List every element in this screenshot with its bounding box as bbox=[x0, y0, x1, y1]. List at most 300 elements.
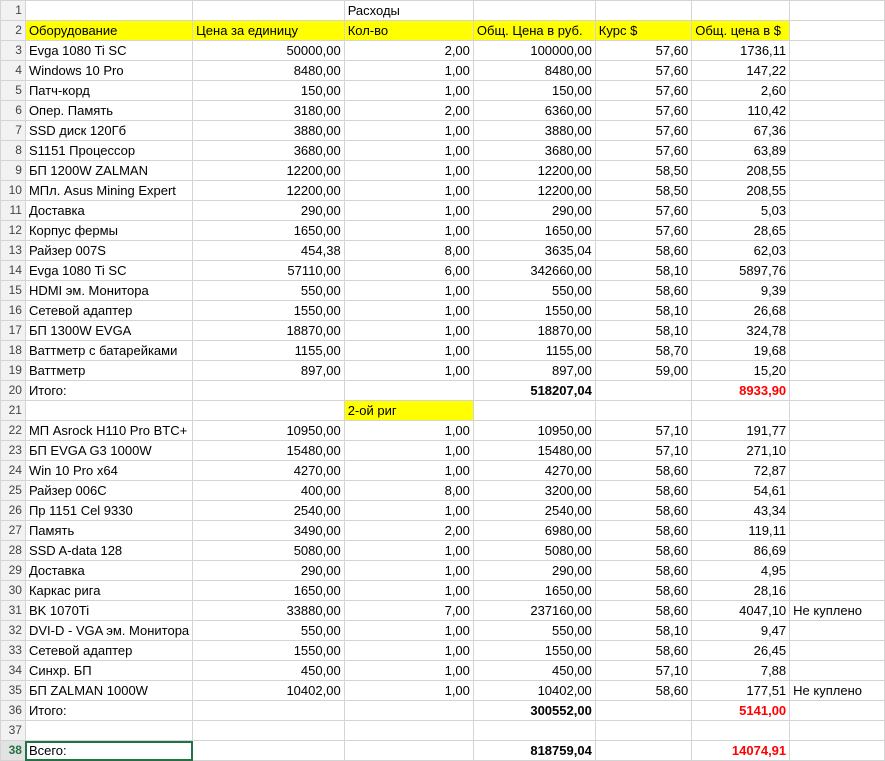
cell-rate-usd[interactable]: 58,60 bbox=[595, 601, 691, 621]
cell-rate-usd[interactable]: 58,60 bbox=[595, 501, 691, 521]
row-header[interactable]: 18 bbox=[1, 341, 26, 361]
cell-total-usd[interactable]: 26,68 bbox=[692, 301, 790, 321]
cell-equipment[interactable]: Патч-корд bbox=[25, 81, 192, 101]
cell-qty[interactable]: 1,00 bbox=[344, 461, 473, 481]
cell-qty[interactable]: 2-ой риг bbox=[344, 401, 473, 421]
cell-total-usd[interactable]: 147,22 bbox=[692, 61, 790, 81]
cell-rate-usd[interactable]: 58,10 bbox=[595, 261, 691, 281]
cell-total-rub[interactable]: 1650,00 bbox=[473, 581, 595, 601]
cell-total-usd[interactable]: 5897,76 bbox=[692, 261, 790, 281]
cell-note[interactable] bbox=[790, 41, 885, 61]
cell-total-rub[interactable]: 3635,04 bbox=[473, 241, 595, 261]
cell-unit-price[interactable]: 1155,00 bbox=[193, 341, 345, 361]
cell-note[interactable] bbox=[790, 21, 885, 41]
cell-total-rub[interactable]: 1155,00 bbox=[473, 341, 595, 361]
cell-total-rub[interactable]: Общ. Цена в руб. bbox=[473, 21, 595, 41]
cell-total-usd[interactable]: 43,34 bbox=[692, 501, 790, 521]
cell-rate-usd[interactable]: 57,60 bbox=[595, 81, 691, 101]
row-header[interactable]: 23 bbox=[1, 441, 26, 461]
cell-equipment[interactable]: Сетевой адаптер bbox=[25, 641, 192, 661]
row-header[interactable]: 4 bbox=[1, 61, 26, 81]
cell-total-usd[interactable]: 86,69 bbox=[692, 541, 790, 561]
cell-note[interactable] bbox=[790, 521, 885, 541]
cell-rate-usd[interactable] bbox=[595, 381, 691, 401]
cell-qty[interactable]: 1,00 bbox=[344, 541, 473, 561]
cell-note[interactable] bbox=[790, 581, 885, 601]
cell-equipment[interactable]: Каркас рига bbox=[25, 581, 192, 601]
cell-rate-usd[interactable]: 58,10 bbox=[595, 621, 691, 641]
cell-total-usd[interactable]: Общ. цена в $ bbox=[692, 21, 790, 41]
cell-total-usd[interactable]: 2,60 bbox=[692, 81, 790, 101]
row-header[interactable]: 15 bbox=[1, 281, 26, 301]
cell-note[interactable]: Не куплено bbox=[790, 601, 885, 621]
row-header[interactable]: 13 bbox=[1, 241, 26, 261]
row-header[interactable]: 7 bbox=[1, 121, 26, 141]
cell-qty[interactable]: 1,00 bbox=[344, 301, 473, 321]
cell-total-usd[interactable]: 110,42 bbox=[692, 101, 790, 121]
cell-qty[interactable]: 1,00 bbox=[344, 561, 473, 581]
cell-rate-usd[interactable]: 58,60 bbox=[595, 481, 691, 501]
cell-unit-price[interactable]: 15480,00 bbox=[193, 441, 345, 461]
cell-total-rub[interactable]: 4270,00 bbox=[473, 461, 595, 481]
cell-equipment[interactable] bbox=[25, 1, 192, 21]
cell-unit-price[interactable] bbox=[193, 1, 345, 21]
cell-rate-usd[interactable]: 59,00 bbox=[595, 361, 691, 381]
row-header[interactable]: 16 bbox=[1, 301, 26, 321]
cell-total-rub[interactable]: 150,00 bbox=[473, 81, 595, 101]
cell-note[interactable] bbox=[790, 181, 885, 201]
cell-rate-usd[interactable]: 58,60 bbox=[595, 541, 691, 561]
row-header[interactable]: 28 bbox=[1, 541, 26, 561]
cell-unit-price[interactable] bbox=[193, 381, 345, 401]
row-header[interactable]: 36 bbox=[1, 701, 26, 721]
cell-note[interactable] bbox=[790, 721, 885, 741]
cell-rate-usd[interactable]: 58,60 bbox=[595, 681, 691, 701]
cell-total-rub[interactable]: 3880,00 bbox=[473, 121, 595, 141]
cell-note[interactable] bbox=[790, 561, 885, 581]
cell-unit-price[interactable]: 2540,00 bbox=[193, 501, 345, 521]
cell-equipment[interactable]: Пр 1151 Cel 9330 bbox=[25, 501, 192, 521]
cell-note[interactable] bbox=[790, 161, 885, 181]
cell-qty[interactable]: 1,00 bbox=[344, 181, 473, 201]
cell-total-usd[interactable]: 72,87 bbox=[692, 461, 790, 481]
row-header[interactable]: 20 bbox=[1, 381, 26, 401]
cell-rate-usd[interactable]: 58,50 bbox=[595, 161, 691, 181]
cell-total-usd[interactable]: 5141,00 bbox=[692, 701, 790, 721]
cell-note[interactable] bbox=[790, 641, 885, 661]
cell-total-rub[interactable]: 300552,00 bbox=[473, 701, 595, 721]
cell-rate-usd[interactable] bbox=[595, 401, 691, 421]
cell-note[interactable] bbox=[790, 541, 885, 561]
cell-total-rub[interactable]: 18870,00 bbox=[473, 321, 595, 341]
cell-rate-usd[interactable]: 57,60 bbox=[595, 121, 691, 141]
cell-unit-price[interactable]: 150,00 bbox=[193, 81, 345, 101]
cell-unit-price[interactable]: 550,00 bbox=[193, 281, 345, 301]
cell-unit-price[interactable]: 454,38 bbox=[193, 241, 345, 261]
cell-total-usd[interactable]: 208,55 bbox=[692, 181, 790, 201]
cell-qty[interactable]: 1,00 bbox=[344, 361, 473, 381]
cell-unit-price[interactable]: 3680,00 bbox=[193, 141, 345, 161]
row-header[interactable]: 14 bbox=[1, 261, 26, 281]
cell-rate-usd[interactable]: 58,70 bbox=[595, 341, 691, 361]
cell-total-usd[interactable]: 7,88 bbox=[692, 661, 790, 681]
cell-note[interactable] bbox=[790, 501, 885, 521]
cell-equipment[interactable]: БП EVGA G3 1000W bbox=[25, 441, 192, 461]
cell-qty[interactable] bbox=[344, 741, 473, 761]
cell-qty[interactable] bbox=[344, 721, 473, 741]
cell-equipment[interactable]: БП 1200W ZALMAN bbox=[25, 161, 192, 181]
cell-equipment[interactable]: Опер. Память bbox=[25, 101, 192, 121]
row-header[interactable]: 12 bbox=[1, 221, 26, 241]
row-header[interactable]: 9 bbox=[1, 161, 26, 181]
cell-unit-price[interactable]: 12200,00 bbox=[193, 181, 345, 201]
cell-total-usd[interactable]: 4047,10 bbox=[692, 601, 790, 621]
row-header[interactable]: 25 bbox=[1, 481, 26, 501]
cell-qty[interactable]: Расходы bbox=[344, 1, 473, 21]
cell-unit-price[interactable]: 10402,00 bbox=[193, 681, 345, 701]
row-header[interactable]: 34 bbox=[1, 661, 26, 681]
row-header[interactable]: 38 bbox=[1, 741, 26, 761]
row-header[interactable]: 37 bbox=[1, 721, 26, 741]
cell-note[interactable] bbox=[790, 61, 885, 81]
cell-total-rub[interactable] bbox=[473, 401, 595, 421]
cell-total-usd[interactable]: 1736,11 bbox=[692, 41, 790, 61]
cell-qty[interactable]: 1,00 bbox=[344, 421, 473, 441]
cell-unit-price[interactable]: 290,00 bbox=[193, 201, 345, 221]
cell-total-rub[interactable]: 818759,04 bbox=[473, 741, 595, 761]
cell-unit-price[interactable]: 1550,00 bbox=[193, 301, 345, 321]
cell-total-rub[interactable]: 290,00 bbox=[473, 561, 595, 581]
row-header[interactable]: 2 bbox=[1, 21, 26, 41]
cell-unit-price[interactable]: 10950,00 bbox=[193, 421, 345, 441]
cell-equipment[interactable]: МПл. Asus Mining Expert bbox=[25, 181, 192, 201]
cell-equipment[interactable]: Райзер 006C bbox=[25, 481, 192, 501]
cell-note[interactable] bbox=[790, 361, 885, 381]
cell-equipment[interactable]: БП 1300W EVGA bbox=[25, 321, 192, 341]
cell-rate-usd[interactable]: 57,10 bbox=[595, 441, 691, 461]
cell-total-usd[interactable] bbox=[692, 401, 790, 421]
cell-total-rub[interactable]: 1550,00 bbox=[473, 641, 595, 661]
cell-unit-price[interactable]: 3880,00 bbox=[193, 121, 345, 141]
cell-unit-price[interactable]: 1550,00 bbox=[193, 641, 345, 661]
cell-total-rub[interactable]: 1550,00 bbox=[473, 301, 595, 321]
cell-total-usd[interactable]: 208,55 bbox=[692, 161, 790, 181]
cell-equipment[interactable]: Evga 1080 Ti SC bbox=[25, 261, 192, 281]
cell-equipment[interactable]: Синхр. БП bbox=[25, 661, 192, 681]
cell-total-usd[interactable]: 28,65 bbox=[692, 221, 790, 241]
cell-unit-price[interactable] bbox=[193, 401, 345, 421]
cell-note[interactable] bbox=[790, 261, 885, 281]
cell-unit-price[interactable]: 400,00 bbox=[193, 481, 345, 501]
cell-equipment[interactable]: S1151 Процессор bbox=[25, 141, 192, 161]
cell-rate-usd[interactable] bbox=[595, 721, 691, 741]
cell-total-usd[interactable]: 5,03 bbox=[692, 201, 790, 221]
row-header[interactable]: 11 bbox=[1, 201, 26, 221]
row-header[interactable]: 32 bbox=[1, 621, 26, 641]
cell-unit-price[interactable] bbox=[193, 701, 345, 721]
cell-unit-price[interactable]: 3180,00 bbox=[193, 101, 345, 121]
cell-unit-price[interactable]: 290,00 bbox=[193, 561, 345, 581]
row-header[interactable]: 26 bbox=[1, 501, 26, 521]
cell-equipment[interactable]: SSD диск 120Гб bbox=[25, 121, 192, 141]
cell-total-usd[interactable]: 119,11 bbox=[692, 521, 790, 541]
cell-rate-usd[interactable]: 57,60 bbox=[595, 61, 691, 81]
cell-unit-price[interactable] bbox=[193, 741, 345, 761]
cell-rate-usd[interactable]: 58,60 bbox=[595, 641, 691, 661]
cell-total-usd[interactable]: 271,10 bbox=[692, 441, 790, 461]
cell-qty[interactable]: 2,00 bbox=[344, 521, 473, 541]
cell-note[interactable] bbox=[790, 661, 885, 681]
cell-unit-price[interactable]: Цена за единицу bbox=[193, 21, 345, 41]
cell-qty[interactable]: 1,00 bbox=[344, 641, 473, 661]
cell-total-rub[interactable]: 3200,00 bbox=[473, 481, 595, 501]
cell-note[interactable] bbox=[790, 101, 885, 121]
cell-qty[interactable]: 1,00 bbox=[344, 281, 473, 301]
cell-total-rub[interactable]: 10402,00 bbox=[473, 681, 595, 701]
cell-rate-usd[interactable]: 58,60 bbox=[595, 241, 691, 261]
cell-total-rub[interactable]: 897,00 bbox=[473, 361, 595, 381]
cell-total-rub[interactable]: 450,00 bbox=[473, 661, 595, 681]
cell-qty[interactable] bbox=[344, 381, 473, 401]
cell-qty[interactable]: 1,00 bbox=[344, 161, 473, 181]
cell-total-usd[interactable]: 14074,91 bbox=[692, 741, 790, 761]
cell-note[interactable] bbox=[790, 141, 885, 161]
cell-note[interactable] bbox=[790, 281, 885, 301]
cell-equipment[interactable] bbox=[25, 401, 192, 421]
cell-note[interactable] bbox=[790, 241, 885, 261]
cell-rate-usd[interactable] bbox=[595, 701, 691, 721]
cell-unit-price[interactable]: 1650,00 bbox=[193, 221, 345, 241]
cell-equipment[interactable]: Оборудование bbox=[25, 21, 192, 41]
cell-equipment[interactable]: Память bbox=[25, 521, 192, 541]
cell-qty[interactable]: 1,00 bbox=[344, 501, 473, 521]
cell-rate-usd[interactable]: 58,10 bbox=[595, 321, 691, 341]
row-header[interactable]: 35 bbox=[1, 681, 26, 701]
cell-total-rub[interactable]: 12200,00 bbox=[473, 161, 595, 181]
cell-total-usd[interactable]: 15,20 bbox=[692, 361, 790, 381]
cell-note[interactable] bbox=[790, 441, 885, 461]
cell-total-usd[interactable] bbox=[692, 721, 790, 741]
cell-note[interactable] bbox=[790, 621, 885, 641]
row-header[interactable]: 8 bbox=[1, 141, 26, 161]
cell-qty[interactable]: 1,00 bbox=[344, 61, 473, 81]
cell-total-usd[interactable]: 9,39 bbox=[692, 281, 790, 301]
cell-total-rub[interactable]: 8480,00 bbox=[473, 61, 595, 81]
cell-rate-usd[interactable]: 58,60 bbox=[595, 281, 691, 301]
cell-total-usd[interactable]: 177,51 bbox=[692, 681, 790, 701]
cell-note[interactable] bbox=[790, 481, 885, 501]
cell-rate-usd[interactable] bbox=[595, 741, 691, 761]
cell-equipment[interactable]: SSD A-data 128 bbox=[25, 541, 192, 561]
row-header[interactable]: 19 bbox=[1, 361, 26, 381]
cell-total-usd[interactable]: 191,77 bbox=[692, 421, 790, 441]
row-header[interactable]: 30 bbox=[1, 581, 26, 601]
cell-total-rub[interactable]: 2540,00 bbox=[473, 501, 595, 521]
cell-note[interactable] bbox=[790, 201, 885, 221]
cell-qty[interactable]: 1,00 bbox=[344, 581, 473, 601]
cell-unit-price[interactable]: 18870,00 bbox=[193, 321, 345, 341]
row-header[interactable]: 24 bbox=[1, 461, 26, 481]
cell-equipment[interactable]: Корпус фермы bbox=[25, 221, 192, 241]
cell-total-usd[interactable]: 54,61 bbox=[692, 481, 790, 501]
cell-equipment[interactable]: Ваттметр с батарейками bbox=[25, 341, 192, 361]
cell-note[interactable] bbox=[790, 121, 885, 141]
cell-total-rub[interactable]: 5080,00 bbox=[473, 541, 595, 561]
cell-equipment[interactable]: МП Asrock H110 Pro BTC+ bbox=[25, 421, 192, 441]
cell-total-rub[interactable]: 550,00 bbox=[473, 281, 595, 301]
cell-total-usd[interactable]: 4,95 bbox=[692, 561, 790, 581]
row-header[interactable]: 1 bbox=[1, 1, 26, 21]
row-header[interactable]: 5 bbox=[1, 81, 26, 101]
cell-rate-usd[interactable]: 57,60 bbox=[595, 201, 691, 221]
cell-total-usd[interactable]: 9,47 bbox=[692, 621, 790, 641]
cell-qty[interactable]: 1,00 bbox=[344, 321, 473, 341]
row-header[interactable]: 22 bbox=[1, 421, 26, 441]
cell-equipment[interactable]: Win 10 Pro x64 bbox=[25, 461, 192, 481]
cell-equipment[interactable]: BK 1070Ti bbox=[25, 601, 192, 621]
cell-equipment[interactable]: HDMI эм. Монитора bbox=[25, 281, 192, 301]
cell-note[interactable] bbox=[790, 741, 885, 761]
cell-unit-price[interactable]: 50000,00 bbox=[193, 41, 345, 61]
cell-equipment[interactable]: Итого: bbox=[25, 701, 192, 721]
cell-unit-price[interactable]: 57110,00 bbox=[193, 261, 345, 281]
cell-total-usd[interactable]: 63,89 bbox=[692, 141, 790, 161]
cell-total-rub[interactable]: 3680,00 bbox=[473, 141, 595, 161]
cell-rate-usd[interactable] bbox=[595, 1, 691, 21]
cell-note[interactable] bbox=[790, 421, 885, 441]
cell-note[interactable] bbox=[790, 381, 885, 401]
cell-total-rub[interactable]: 6360,00 bbox=[473, 101, 595, 121]
cell-rate-usd[interactable]: 58,50 bbox=[595, 181, 691, 201]
cell-total-usd[interactable]: 8933,90 bbox=[692, 381, 790, 401]
cell-total-rub[interactable]: 237160,00 bbox=[473, 601, 595, 621]
cell-qty[interactable]: 1,00 bbox=[344, 681, 473, 701]
cell-note[interactable] bbox=[790, 321, 885, 341]
cell-qty[interactable]: 1,00 bbox=[344, 441, 473, 461]
cell-equipment[interactable]: Доставка bbox=[25, 561, 192, 581]
cell-qty[interactable]: 8,00 bbox=[344, 481, 473, 501]
cell-note[interactable] bbox=[790, 461, 885, 481]
cell-total-rub[interactable]: 15480,00 bbox=[473, 441, 595, 461]
cell-unit-price[interactable]: 550,00 bbox=[193, 621, 345, 641]
cell-unit-price[interactable]: 12200,00 bbox=[193, 161, 345, 181]
cell-unit-price[interactable]: 4270,00 bbox=[193, 461, 345, 481]
cell-total-usd[interactable]: 67,36 bbox=[692, 121, 790, 141]
cell-rate-usd[interactable]: 57,60 bbox=[595, 41, 691, 61]
cell-qty[interactable]: 1,00 bbox=[344, 201, 473, 221]
cell-note[interactable] bbox=[790, 81, 885, 101]
cell-qty[interactable]: 1,00 bbox=[344, 341, 473, 361]
cell-unit-price[interactable]: 3490,00 bbox=[193, 521, 345, 541]
cell-total-rub[interactable]: 550,00 bbox=[473, 621, 595, 641]
cell-qty[interactable]: 1,00 bbox=[344, 621, 473, 641]
cell-equipment[interactable]: DVI-D - VGA эм. Монитора bbox=[25, 621, 192, 641]
cell-total-rub[interactable] bbox=[473, 721, 595, 741]
cell-equipment[interactable]: Windows 10 Pro bbox=[25, 61, 192, 81]
cell-unit-price[interactable]: 33880,00 bbox=[193, 601, 345, 621]
cell-equipment[interactable]: Сетевой адаптер bbox=[25, 301, 192, 321]
cell-qty[interactable]: Кол-во bbox=[344, 21, 473, 41]
cell-qty[interactable]: 1,00 bbox=[344, 141, 473, 161]
cell-equipment[interactable]: БП ZALMAN 1000W bbox=[25, 681, 192, 701]
cell-qty[interactable]: 2,00 bbox=[344, 41, 473, 61]
cell-total-rub[interactable]: 518207,04 bbox=[473, 381, 595, 401]
cell-note[interactable] bbox=[790, 1, 885, 21]
row-header[interactable]: 21 bbox=[1, 401, 26, 421]
cell-unit-price[interactable]: 8480,00 bbox=[193, 61, 345, 81]
cell-unit-price[interactable]: 897,00 bbox=[193, 361, 345, 381]
cell-unit-price[interactable]: 450,00 bbox=[193, 661, 345, 681]
cell-rate-usd[interactable]: 57,10 bbox=[595, 661, 691, 681]
cell-total-usd[interactable]: 28,16 bbox=[692, 581, 790, 601]
cell-equipment[interactable]: Райзер 007S bbox=[25, 241, 192, 261]
cell-equipment[interactable]: Ваттметр bbox=[25, 361, 192, 381]
cell-note[interactable] bbox=[790, 341, 885, 361]
cell-equipment[interactable]: Всего: bbox=[25, 741, 192, 761]
cell-rate-usd[interactable]: Курс $ bbox=[595, 21, 691, 41]
cell-unit-price[interactable]: 1650,00 bbox=[193, 581, 345, 601]
cell-rate-usd[interactable]: 57,60 bbox=[595, 221, 691, 241]
cell-note[interactable] bbox=[790, 401, 885, 421]
cell-qty[interactable]: 7,00 bbox=[344, 601, 473, 621]
cell-qty[interactable]: 8,00 bbox=[344, 241, 473, 261]
cell-qty[interactable] bbox=[344, 701, 473, 721]
cell-note[interactable] bbox=[790, 301, 885, 321]
cell-total-rub[interactable]: 1650,00 bbox=[473, 221, 595, 241]
cell-equipment[interactable]: Доставка bbox=[25, 201, 192, 221]
row-header[interactable]: 6 bbox=[1, 101, 26, 121]
row-header[interactable]: 27 bbox=[1, 521, 26, 541]
cell-qty[interactable]: 1,00 bbox=[344, 221, 473, 241]
cell-qty[interactable]: 6,00 bbox=[344, 261, 473, 281]
row-header[interactable]: 29 bbox=[1, 561, 26, 581]
row-header[interactable]: 3 bbox=[1, 41, 26, 61]
cell-total-usd[interactable]: 19,68 bbox=[692, 341, 790, 361]
row-header[interactable]: 33 bbox=[1, 641, 26, 661]
cell-total-usd[interactable]: 62,03 bbox=[692, 241, 790, 261]
cell-unit-price[interactable]: 5080,00 bbox=[193, 541, 345, 561]
cell-total-usd[interactable] bbox=[692, 1, 790, 21]
cell-note[interactable] bbox=[790, 221, 885, 241]
cell-rate-usd[interactable]: 57,60 bbox=[595, 101, 691, 121]
cell-note[interactable] bbox=[790, 701, 885, 721]
cell-total-rub[interactable]: 342660,00 bbox=[473, 261, 595, 281]
cell-qty[interactable]: 1,00 bbox=[344, 661, 473, 681]
cell-rate-usd[interactable]: 57,10 bbox=[595, 421, 691, 441]
cell-qty[interactable]: 2,00 bbox=[344, 101, 473, 121]
cell-total-usd[interactable]: 26,45 bbox=[692, 641, 790, 661]
cell-total-rub[interactable]: 290,00 bbox=[473, 201, 595, 221]
cell-rate-usd[interactable]: 58,60 bbox=[595, 561, 691, 581]
cell-unit-price[interactable] bbox=[193, 721, 345, 741]
cell-equipment[interactable]: Evga 1080 Ti SC bbox=[25, 41, 192, 61]
cell-total-rub[interactable] bbox=[473, 1, 595, 21]
cell-rate-usd[interactable]: 58,60 bbox=[595, 461, 691, 481]
cell-total-rub[interactable]: 10950,00 bbox=[473, 421, 595, 441]
row-header[interactable]: 10 bbox=[1, 181, 26, 201]
row-header[interactable]: 17 bbox=[1, 321, 26, 341]
cell-note[interactable]: Не куплено bbox=[790, 681, 885, 701]
cell-total-rub[interactable]: 12200,00 bbox=[473, 181, 595, 201]
cell-total-usd[interactable]: 324,78 bbox=[692, 321, 790, 341]
cell-equipment[interactable] bbox=[25, 721, 192, 741]
cell-qty[interactable]: 1,00 bbox=[344, 81, 473, 101]
cell-qty[interactable]: 1,00 bbox=[344, 121, 473, 141]
cell-rate-usd[interactable]: 58,10 bbox=[595, 301, 691, 321]
cell-total-rub[interactable]: 100000,00 bbox=[473, 41, 595, 61]
cell-total-rub[interactable]: 6980,00 bbox=[473, 521, 595, 541]
cell-rate-usd[interactable]: 58,60 bbox=[595, 521, 691, 541]
